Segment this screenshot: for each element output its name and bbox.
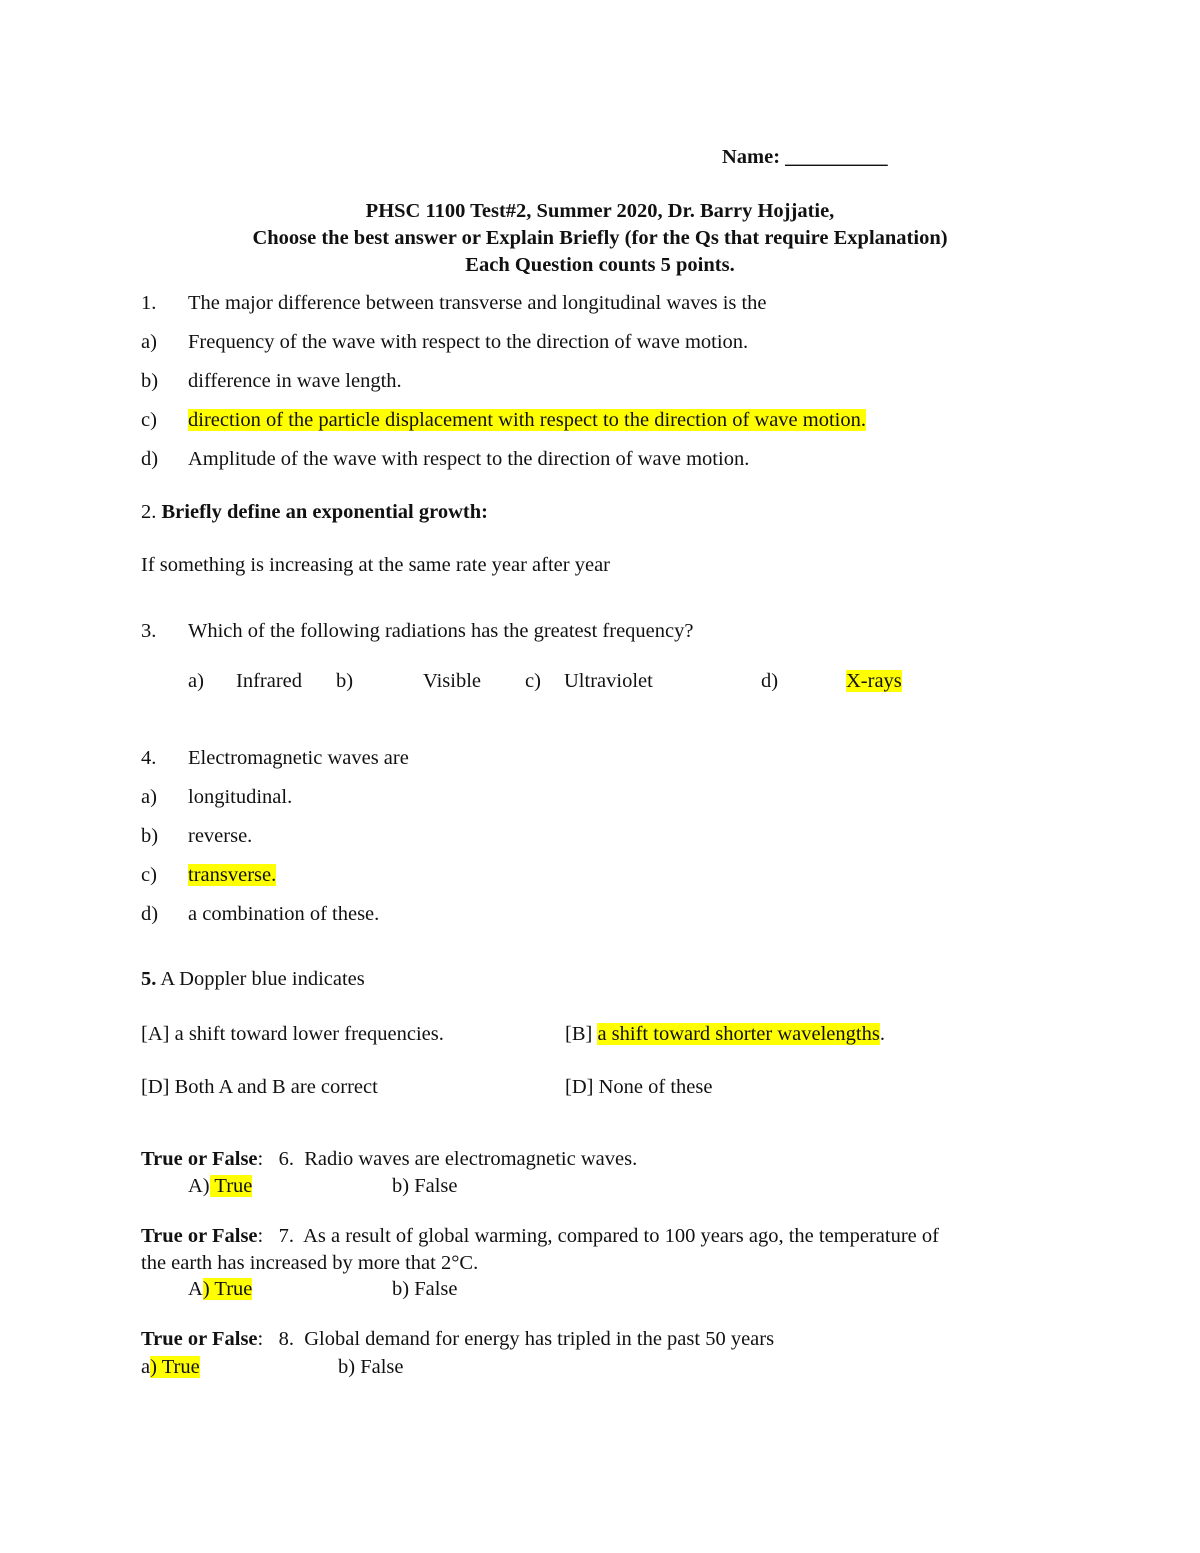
option-text: longitudinal. (188, 786, 293, 808)
false-option: b) False (392, 1278, 458, 1300)
option-text: Both A and B are correct (174, 1076, 378, 1098)
question-text: Briefly define an exponential growth: (161, 501, 488, 523)
option-suffix: . (879, 1023, 885, 1045)
true-false-label: True or False (141, 1148, 258, 1170)
question-number: 4. (141, 747, 157, 769)
option-text: None of these (598, 1076, 713, 1098)
question-number: 5. (141, 968, 157, 990)
true-option-highlighted: ) True (202, 1278, 253, 1300)
question-text: Electromagnetic waves are (188, 747, 409, 769)
question-text: The major difference between transverse and longitudinal waves is the (188, 292, 767, 314)
option-label: [A] (141, 1023, 170, 1045)
question-number: 7. (278, 1225, 294, 1247)
option-label: [D] (565, 1076, 594, 1098)
option-label: d) (761, 670, 779, 692)
option-text-highlighted: transverse. (188, 864, 277, 886)
option-label: d) (141, 903, 159, 925)
false-option: b) False (338, 1356, 404, 1378)
question-number: 1. (141, 292, 157, 314)
exam-instructions: Choose the best answer or Explain Briefly (for the Qs that require Explanation) (252, 227, 948, 249)
option-label: [D] (141, 1076, 170, 1098)
true-false-label: True or False (141, 1225, 258, 1247)
true-option-prefix: a (141, 1356, 151, 1378)
option-text: Ultraviolet (564, 670, 653, 692)
question-number: 8. (278, 1328, 294, 1350)
option-label: b) (141, 370, 159, 392)
exam-page: Name: __________ PHSC 1100 Test#2, Summer 2020, Dr. Barry Hojjatie, Choose the best answer or Explain Briefly (for the Qs that require Explanation) Each Question counts 5 points. 1. The major difference between transverse and longitudinal waves is the a) Frequency of the wave with respect to the direction of wave motion. b) difference in wave length. c) direction of the particle displacement with respect to the direction of wave motion. d) Amplitude of the wave with respect to the direction of wave motion. 2. Briefly define an exponential growth: If something is increasing at the same rate year after year 3. Which of the following radiations has the greatest frequency? a) Infrared b) Visible c) Ultraviolet d) X-rays 4. Electromagnetic waves are a) longitudinal. b) reverse. c) transverse. d) a combination of these. 5. A Doppler blue indicates [A] a shift toward lower frequencies. [B] a shift toward shorter wavelengths. [D] Both A and B are correct [D] None of these True or False: 6. Radio waves are electromagnetic waves. A) True b) False True or False: 7. As a result of global warming, compared to 100 years ago, the temperature of the earth has increased by more that 2°C. A) True b) False True or False: 8. Global demand for energy has tripled in the past 50 years a) True b) False (0, 0, 1200, 1553)
option-label: d) (141, 448, 159, 470)
question-number: 6. (278, 1148, 294, 1170)
option-label: a) (188, 670, 204, 692)
name-field-label: Name: __________ (722, 146, 888, 168)
option-label: [B] (565, 1023, 593, 1045)
option-text: a shift toward lower frequencies. (174, 1023, 444, 1045)
option-label: a) (141, 331, 157, 353)
true-option-prefix: A) (188, 1175, 210, 1197)
question-text: A Doppler blue indicates (156, 968, 365, 990)
question-text: Global demand for energy has tripled in the past 50 years (304, 1328, 775, 1350)
true-option-highlighted: ) True (150, 1356, 200, 1378)
option-label: c) (525, 670, 541, 692)
option-text: Visible (423, 670, 481, 692)
question-text: Which of the following radiations has the greatest frequency? (188, 620, 694, 642)
option-text: Infrared (236, 670, 303, 692)
false-option: b) False (392, 1175, 458, 1197)
option-label: a) (141, 786, 157, 808)
question-text-continued: the earth has increased by more that 2°C. (141, 1252, 479, 1274)
option-text: reverse. (188, 825, 253, 847)
option-text-highlighted: direction of the particle displacement with respect to the direction of wave motion. (188, 409, 866, 431)
question-text: As a result of global warming, compared to 100 years ago, the temperature of (303, 1225, 939, 1247)
option-label: c) (141, 409, 157, 431)
exam-points-note: Each Question counts 5 points. (465, 254, 735, 276)
option-label: b) (141, 825, 159, 847)
question-text: Radio waves are electromagnetic waves. (304, 1148, 638, 1170)
true-false-label: True or False (141, 1328, 258, 1350)
option-text: Amplitude of the wave with respect to the direction of wave motion. (188, 448, 750, 470)
option-text: a combination of these. (188, 903, 380, 925)
option-text: difference in wave length. (188, 370, 402, 392)
question-number: 2. (141, 501, 157, 523)
option-text-highlighted: a shift toward shorter wavelengths (597, 1023, 880, 1045)
exam-title: PHSC 1100 Test#2, Summer 2020, Dr. Barry Hojjatie, (365, 200, 835, 222)
option-text-highlighted: X-rays (846, 670, 902, 692)
question-number: 3. (141, 620, 157, 642)
true-option-highlighted: True (209, 1175, 253, 1197)
option-label: c) (141, 864, 157, 886)
answer-text: If something is increasing at the same rate year after year (141, 554, 611, 576)
true-option-prefix: A (188, 1278, 203, 1300)
option-text: Frequency of the wave with respect to the direction of wave motion. (188, 331, 749, 353)
option-label: b) (336, 670, 354, 692)
